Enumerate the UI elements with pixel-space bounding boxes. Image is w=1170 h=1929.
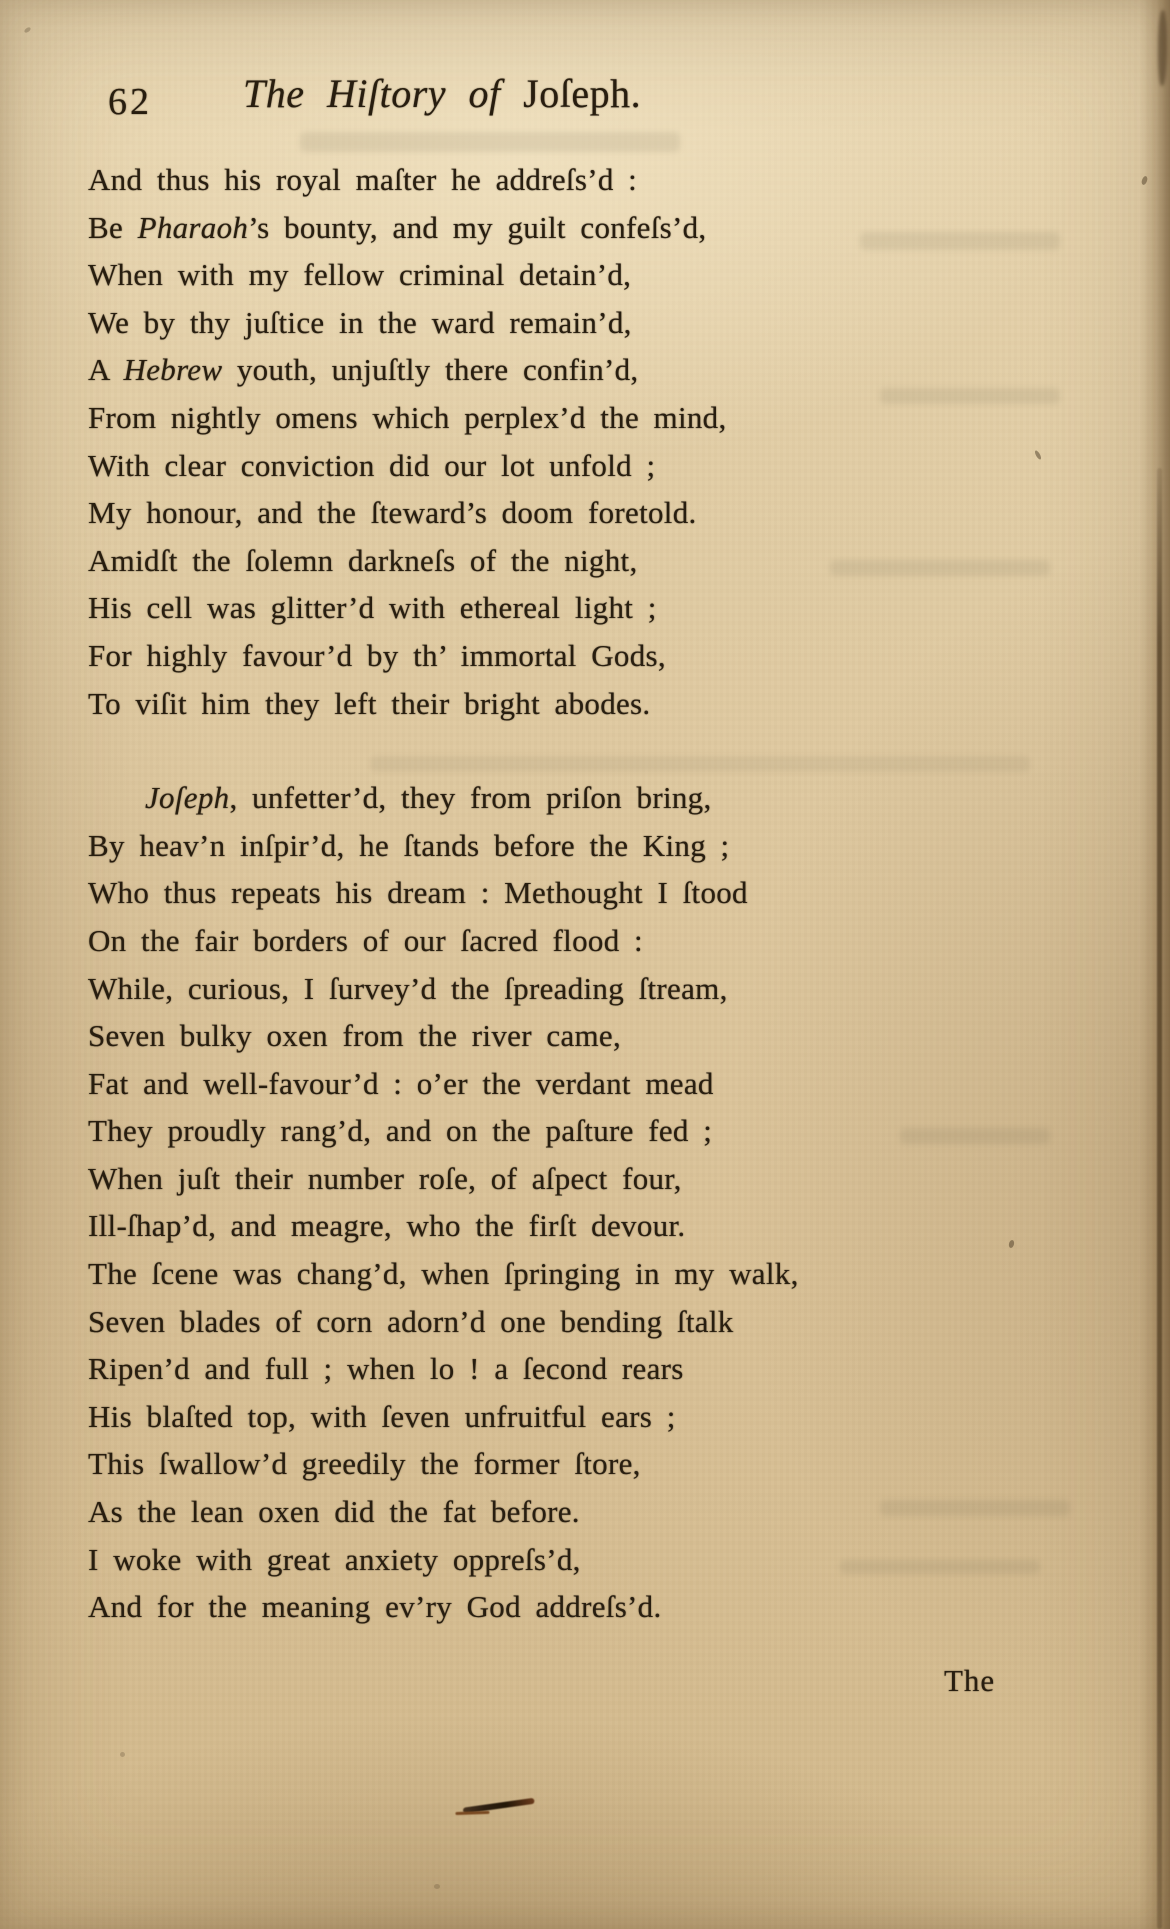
poem-segment: My honour, and the ſteward’s doom foretold.: [88, 495, 697, 531]
poem-segment: ’s bounty, and my guilt confeſs’d,: [248, 209, 707, 245]
poem-segment: Be: [88, 209, 138, 245]
poem-line: [88, 1536, 1068, 1584]
poem-line: [88, 774, 1068, 822]
poem-segment: Seven bulky oxen from the river came,: [88, 1018, 622, 1054]
poem-line: [88, 537, 1068, 585]
poem-line: [88, 1440, 1068, 1488]
poem-segment: They proudly rang’d, and on the paſture fed ;: [88, 1113, 713, 1149]
poem-segment: His cell was glitter’d with ethereal light ;: [88, 590, 657, 626]
poem-line: [88, 204, 1068, 252]
poem-segment: The ſcene was chang’d, when ſpringing in my walk,: [88, 1256, 799, 1292]
poem-line: [88, 1298, 1068, 1346]
poem-line: [88, 1012, 1068, 1060]
poem-segment: I woke with great anxiety oppreſs’d,: [88, 1541, 581, 1577]
poem-segment: When juſt their number roſe, of aſpect four,: [88, 1160, 682, 1196]
poem-segment: A: [88, 352, 124, 388]
poem-segment-italic: Joſeph: [145, 780, 230, 816]
paper-speck: [434, 1884, 440, 1889]
poem-segment: On the fair borders of our ſacred flood :: [88, 922, 643, 958]
poem-segment: Who thus repeats his dream : Methought I ſtood: [88, 875, 748, 911]
poem-segment: His blaſted top, with ſeven unfruitful ears ;: [88, 1398, 676, 1434]
paper-speck: [23, 26, 31, 33]
poem-line: [88, 1060, 1068, 1108]
poem-segment: While, curious, I ſurvey’d the ſpreading ſtream,: [88, 970, 728, 1006]
poem-segment: Fat and well-favour’d : o’er the verdant mead: [88, 1065, 714, 1101]
poem-segment-italic: Pharaoh: [137, 209, 249, 245]
poem-segment: To viſit him they left their bright abodes.: [88, 685, 651, 721]
paper-speck: [1141, 175, 1149, 185]
page-number: 62: [108, 81, 152, 123]
showthrough-smudge: [300, 132, 680, 152]
poem-segment: Amidſt the ſolemn darkneſs of the night,: [88, 542, 638, 578]
running-title: [243, 70, 641, 117]
ink-dash-tail: [455, 1811, 489, 1815]
poem-segment: And thus his royal maſter he addreſs’d :: [88, 162, 638, 197]
poem-line: [88, 1155, 1068, 1203]
poem-line: [88, 346, 1068, 394]
poem-line: [88, 1107, 1068, 1155]
poem-line: [88, 632, 1068, 680]
poem-line: [88, 680, 1068, 728]
poem-segment-italic: Hebrew: [123, 352, 223, 388]
poem-line: [88, 584, 1068, 632]
poem-line: [88, 251, 1068, 299]
poem-segment: By heav’n inſpir’d, he ſtands before the King ;: [88, 827, 730, 863]
ink-dash-mark: [454, 1792, 540, 1823]
poem-segment: Ill-ſhap’d, and meagre, who the firſt devour.: [88, 1208, 686, 1244]
poem-segment: We by thy juſtice in the ward remain’d,: [88, 304, 632, 340]
poem-line: [88, 869, 1068, 917]
poem-segment: youth, unjuſtly there confin’d,: [222, 352, 639, 388]
running-title-roman: Joſeph.: [523, 71, 642, 116]
running-title-italic: The Hiſtory of: [243, 71, 501, 116]
page-corner-mark: [1158, 10, 1167, 86]
poem-segment: As the lean oxen did the fat before.: [88, 1494, 580, 1530]
poem-line: [88, 1393, 1068, 1441]
poem-line: [88, 489, 1068, 537]
page-edge-shadow: [1140, 0, 1170, 1929]
poem-line: [88, 917, 1068, 965]
poem-segment: Ripen’d and full ; when lo ! a ſecond rears: [88, 1351, 684, 1387]
poem-line: [88, 1583, 1068, 1631]
poem-line: [88, 299, 1068, 347]
poem-segment: When with my fellow criminal detain’d,: [88, 257, 632, 293]
poem-segment: For highly favour’d by th’ immortal Gods,: [88, 637, 666, 673]
poem-segment: From nightly omens which perplex’d the mind,: [88, 399, 727, 435]
poem-segment: And for the meaning ev’ry God addreſs’d.: [88, 1589, 662, 1625]
poem-line: [88, 1202, 1068, 1250]
poem-line: [88, 965, 1068, 1013]
poem-line: [88, 1345, 1068, 1393]
stanza: [88, 774, 1068, 1631]
poem-line: [88, 1250, 1068, 1298]
poem-line: [88, 156, 1068, 204]
poem-segment: , unfetter’d, they from priſon bring,: [229, 780, 712, 816]
poem-segment: With clear conviction did our lot unfold ;: [88, 447, 656, 483]
catchword: The: [944, 1663, 996, 1698]
paper-speck: [120, 1752, 125, 1757]
poem-segment: Seven blades of corn adorn’d one bending ſtalk: [88, 1303, 734, 1339]
poem-line: [88, 394, 1068, 442]
poem-segment: This ſwallow’d greedily the former ſtore,: [88, 1446, 641, 1482]
page-edge-crack: [1157, 468, 1162, 1929]
poem-line: [88, 1488, 1068, 1536]
stanza: [88, 156, 1068, 727]
poem-line: [88, 442, 1068, 490]
poem-line: [88, 822, 1068, 870]
poem: [88, 156, 1068, 1631]
